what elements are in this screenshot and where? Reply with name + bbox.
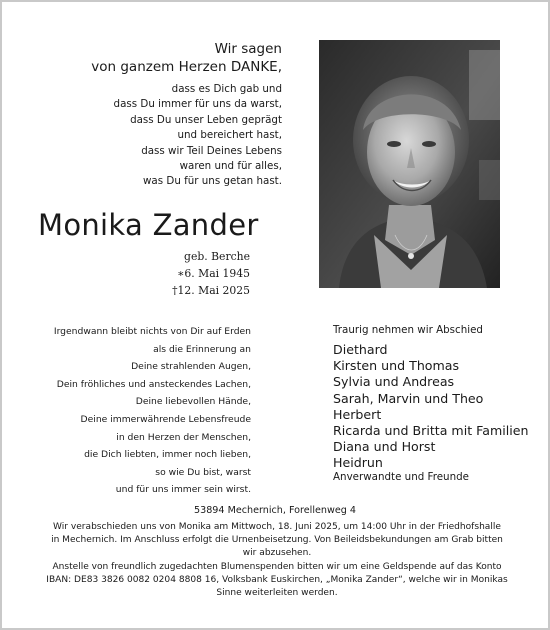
poem bbox=[32, 323, 251, 499]
thanks-text bbox=[42, 82, 282, 190]
thanks-line: was Du für uns getan hast. bbox=[143, 175, 282, 188]
funeral-notice bbox=[36, 521, 518, 600]
poem-line: Deine immerwährende Lebensfreude bbox=[80, 413, 251, 425]
birth-name: geb. Berche bbox=[184, 250, 250, 263]
poem-line: die Dich liebten, immer noch lieben, bbox=[84, 449, 251, 461]
mourner-name: Ricarda und Britta mit Familien bbox=[333, 423, 529, 439]
thanks-line: dass wir Teil Deines Lebens bbox=[141, 144, 282, 157]
thanks-heading bbox=[42, 40, 282, 76]
mourner-name: Diethard bbox=[333, 342, 388, 357]
deceased-name: Monika Zander bbox=[38, 208, 259, 242]
portrait-photo bbox=[319, 40, 500, 288]
mourner-name: Sylvia und Andreas bbox=[333, 374, 455, 390]
notice-line: Anstelle von freundlich zugedachten Blumenspenden bitten wir um eine Geldspende auf das Konto bbox=[52, 561, 502, 572]
birth-date: ∗6. Mai 1945 bbox=[177, 267, 250, 280]
thanks-line: waren und für alles, bbox=[179, 160, 282, 173]
mourner-name: Sarah, Marvin und Theo bbox=[333, 390, 484, 406]
mourners-list bbox=[333, 342, 528, 472]
thanks-heading-line: von ganzem Herzen DANKE, bbox=[91, 59, 282, 75]
poem-line: Deine liebevollen Hände, bbox=[135, 396, 251, 408]
thanks-line: dass Du immer für uns da warst, bbox=[113, 98, 282, 111]
notice-line: in Mechernich. Im Anschluss erfolgt die Urnenbeisetzung. Von Beileidsbekundungen am Grab bitten bbox=[51, 535, 503, 546]
mourners-heading: Traurig nehmen wir Abschied bbox=[333, 324, 483, 336]
poem-line: Dein fröhliches und ansteckendes Lachen, bbox=[56, 378, 251, 390]
mourner-name: Herbert bbox=[333, 406, 382, 422]
notice-line: Wir verabschieden uns von Monika am Mittwoch, 18. Juni 2025, um 14:00 Uhr in der Friedhofshalle bbox=[53, 522, 501, 532]
poem-line: so wie Du bist, warst bbox=[155, 466, 251, 478]
thanks-line: dass es Dich gab und bbox=[171, 83, 282, 95]
mourner-name: Diana und Horst bbox=[333, 439, 436, 455]
death-date: †12. Mai 2025 bbox=[172, 284, 250, 297]
birth-death-info bbox=[122, 248, 250, 299]
poem-line: Irgendwann bleibt nichts von Dir auf Erden bbox=[53, 326, 251, 337]
poem-line: Deine strahlenden Augen, bbox=[131, 361, 251, 373]
notice-line: Sinne weiterleiten werden. bbox=[216, 588, 338, 599]
address: 53894 Mechernich, Forellenweg 4 bbox=[194, 505, 356, 516]
poem-line: in den Herzen der Menschen, bbox=[116, 431, 251, 443]
thanks-line: und bereichert hast, bbox=[177, 129, 282, 142]
poem-line: und für uns immer sein wirst. bbox=[115, 484, 251, 496]
notice-line: wir abzusehen. bbox=[242, 548, 312, 559]
notice-line: IBAN: DE83 3826 0082 0204 8808 16, Volksbank Euskirchen, „Monika Zander“, welche wir in Monikas bbox=[46, 574, 508, 585]
mourner-name: Kirsten und Thomas bbox=[333, 358, 460, 374]
thanks-heading-line: Wir sagen bbox=[214, 41, 282, 57]
mourner-name: Heidrun bbox=[333, 455, 383, 471]
poem-line: als die Erinnerung an bbox=[153, 343, 251, 355]
mourners-others: Anverwandte und Freunde bbox=[333, 471, 469, 483]
thanks-line: dass Du unser Leben geprägt bbox=[130, 113, 282, 126]
